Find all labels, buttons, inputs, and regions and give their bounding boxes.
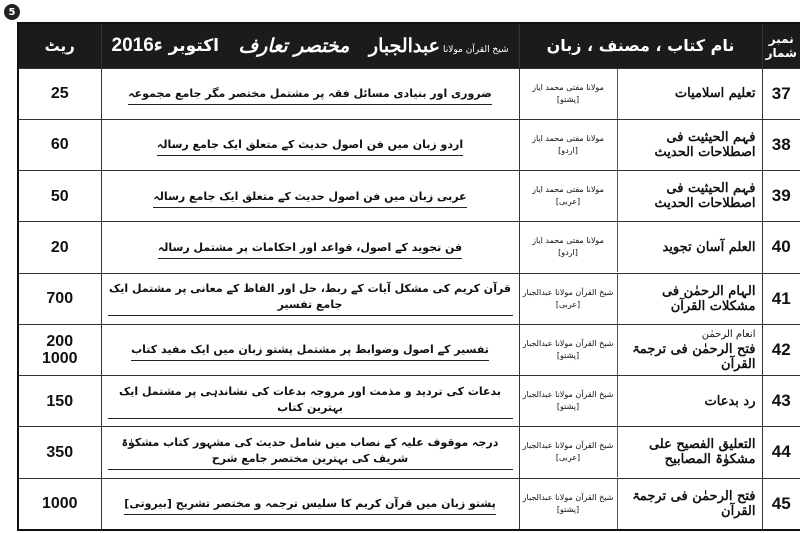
book-title: فتح الرحمٰن فی ترجمۃ القرآن	[632, 488, 756, 519]
header-author-prefix: شیخ القرآن مولانا	[442, 44, 509, 55]
book-title-block	[618, 130, 762, 160]
row-description	[101, 68, 519, 119]
row-rate: 350	[18, 427, 101, 478]
row-description	[101, 273, 519, 324]
book-author-block	[520, 325, 618, 375]
row-description	[101, 427, 519, 478]
book-title-block	[618, 181, 762, 211]
table-row	[18, 376, 800, 427]
row-book	[519, 171, 762, 222]
row-book	[519, 324, 762, 375]
description-text: تفسیر کے اصول وضوابط پر مشتمل پشتو زبان میں ایک مفید کتاب	[131, 342, 489, 361]
book-author: شیخ القرآن مولانا عبدالجبار	[522, 390, 614, 400]
book-catalog-table	[17, 22, 800, 531]
book-author-block	[520, 120, 618, 170]
book-title: فتح الرحمٰن فی ترجمۃ القرآن	[632, 342, 756, 373]
description-text: درجہ موقوف علیہ کے نصاب میں شامل حدیث کی مشہور کتاب مشکوٰۃ شریف کی بہترین مختصر جامع شرح	[108, 435, 513, 470]
row-number: 39	[762, 171, 800, 222]
header-author-name: عبدالجبار	[368, 34, 440, 57]
header-intro: مختصر تعارف	[238, 34, 350, 57]
book-language: [عربی]	[555, 453, 581, 463]
book-title: رد بدعات	[704, 393, 756, 409]
table-row	[18, 68, 800, 119]
book-title: التعلیق الفصیح علی مشکوٰۃ المصابیح	[648, 437, 756, 468]
book-title-block	[618, 284, 762, 314]
book-title-block	[618, 327, 762, 372]
book-title-block	[618, 489, 762, 519]
header-date-year: 2016ء	[111, 35, 163, 57]
table-header-row	[18, 23, 800, 68]
description-text: فن تجوید کے اصول، قواعد اور احکامات پر مشتمل رسالہ	[158, 240, 462, 259]
row-book	[519, 478, 762, 530]
book-title-block	[618, 240, 762, 255]
description-text: عربی زبان میں فن اصول حدیث کے متعلق ایک جامع رسالہ	[153, 189, 466, 208]
row-book	[519, 376, 762, 427]
table-row	[18, 222, 800, 273]
table-row	[18, 119, 800, 170]
row-number: 45	[762, 478, 800, 530]
row-description	[101, 119, 519, 170]
book-language: [اردو]	[558, 248, 578, 258]
row-book	[519, 222, 762, 273]
row-number: 44	[762, 427, 800, 478]
header-date-month: اکتوبر	[168, 36, 219, 57]
book-author: مولانا مفتی محمد ایاز	[532, 82, 604, 92]
book-author-block	[520, 376, 618, 426]
book-author: شیخ القرآن مولانا عبدالجبار	[522, 287, 614, 297]
book-author: شیخ القرآن مولانا عبدالجبار	[522, 492, 614, 502]
description-text: ضروری اور بنیادی مسائل فقہ پر مشتمل مختصر مگر جامع مجموعہ	[128, 86, 492, 105]
row-rate: 700	[18, 273, 101, 324]
row-number: 42	[762, 324, 800, 375]
table-row	[18, 427, 800, 478]
row-rate: 1000	[18, 478, 101, 530]
header-description	[101, 23, 519, 68]
row-book	[519, 273, 762, 324]
row-rate: 20	[18, 222, 101, 273]
book-title: فہم الحیثیت فی اصطلاحات الحدیث	[654, 129, 756, 160]
book-language: [پشتو]	[556, 402, 580, 412]
row-number: 40	[762, 222, 800, 273]
book-author: مولانا مفتی محمد ایاز	[532, 185, 604, 195]
row-book	[519, 427, 762, 478]
description-text: پشتو زبان میں قرآن کریم کا سلیس ترجمہ و مختصر تشریح [بیروتی]	[124, 496, 495, 515]
book-subtitle: انعام الرحمٰن	[701, 329, 756, 341]
book-title-block	[618, 86, 762, 101]
row-number: 38	[762, 119, 800, 170]
description-text: اردو زبان میں فن اصول حدیث کے متعلق ایک جامع رسالہ	[157, 137, 463, 156]
book-title: فہم الحیثیت فی اصطلاحات الحدیث	[654, 181, 756, 212]
table-row	[18, 324, 800, 375]
row-description	[101, 171, 519, 222]
book-language: [عربی]	[555, 197, 581, 207]
book-language: [عربی]	[555, 299, 581, 309]
book-author-block	[520, 274, 618, 324]
table-row	[18, 273, 800, 324]
book-author-block	[520, 479, 618, 529]
book-author: شیخ القرآن مولانا عبدالجبار	[522, 441, 614, 451]
book-author: شیخ القرآن مولانا عبدالجبار	[522, 338, 614, 348]
row-number: 41	[762, 273, 800, 324]
table-row	[18, 171, 800, 222]
header-date	[112, 34, 219, 57]
row-rate: 150	[18, 376, 101, 427]
book-title: تعلیم اسلامیات	[674, 86, 756, 102]
row-number: 37	[762, 68, 800, 119]
row-description	[101, 324, 519, 375]
table-row	[18, 478, 800, 530]
book-language: [اردو]	[558, 145, 578, 155]
book-author: مولانا مفتی محمد ایاز	[532, 236, 604, 246]
row-book	[519, 119, 762, 170]
header-author-block	[369, 35, 509, 57]
page-number-badge: 5	[4, 4, 20, 20]
row-description	[101, 376, 519, 427]
row-description	[101, 222, 519, 273]
row-rate: 25	[18, 68, 101, 119]
book-title: الہام الرحمٰن فی مشکلات القرآن	[662, 283, 756, 314]
row-book	[519, 68, 762, 119]
description-text: بدعات کی تردید و مذمت اور مروجہ بدعات کی نشاندہی پر مشتمل ایک بہترین کتاب	[108, 384, 513, 419]
header-rate: ریٹ	[18, 23, 101, 68]
header-book: نام کتاب ، مصنف ، زبان	[519, 23, 762, 68]
row-rate: 200 1000	[18, 324, 101, 375]
book-author-block	[520, 222, 618, 272]
book-author: مولانا مفتی محمد ایاز	[532, 133, 604, 143]
book-title: العلم آسان تجوید	[662, 239, 756, 255]
book-language: [پشتو]	[556, 94, 580, 104]
book-language: [پشتو]	[556, 504, 580, 514]
row-rate: 50	[18, 171, 101, 222]
row-rate: 60	[18, 119, 101, 170]
book-author-block	[520, 171, 618, 221]
header-number: نمبر شمار	[762, 23, 800, 68]
book-author-block	[520, 427, 618, 477]
book-author-block	[520, 69, 618, 119]
row-description	[101, 478, 519, 530]
book-title-block	[618, 394, 762, 409]
book-language: [پشتو]	[556, 350, 580, 360]
book-title-block	[618, 437, 762, 467]
row-number: 43	[762, 376, 800, 427]
description-text: قرآن کریم کی مشکل آیات کے ربط، حل اور الفاظ کے معانی پر مشتمل ایک جامع تفسیر	[108, 281, 513, 316]
